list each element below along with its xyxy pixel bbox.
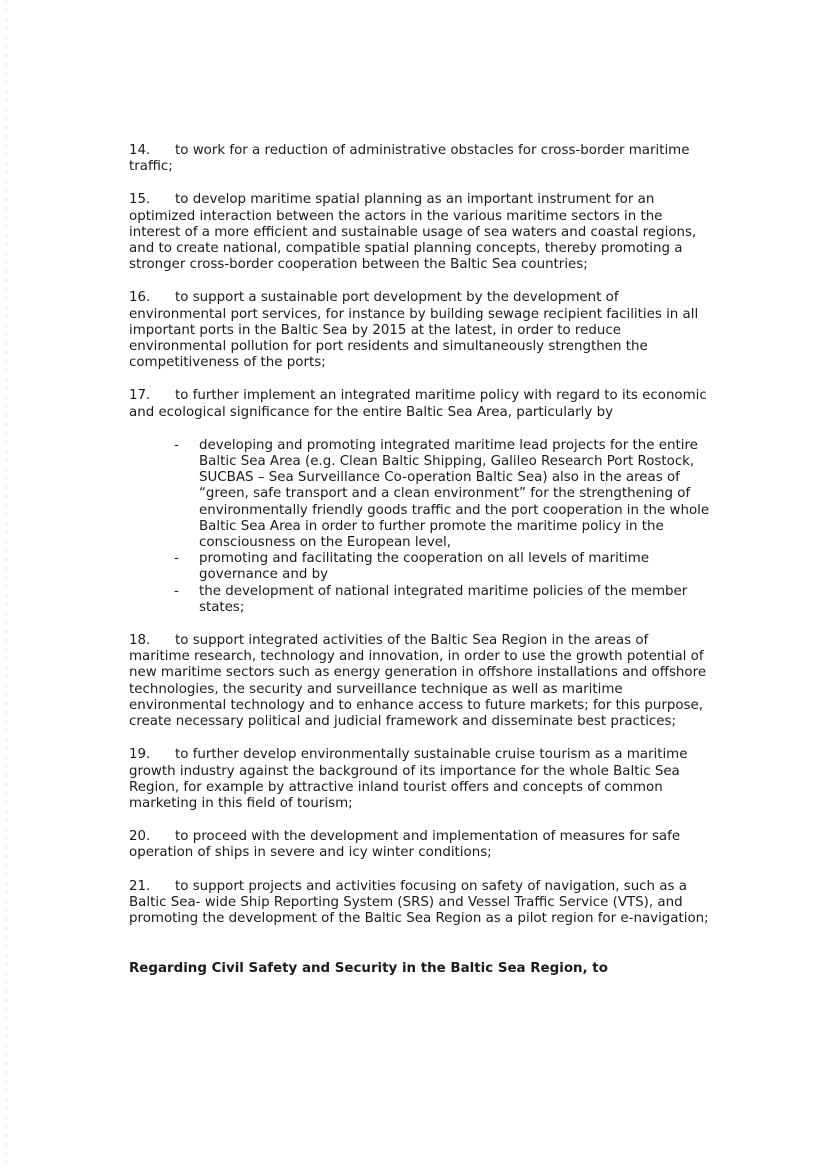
bullet-item bbox=[174, 584, 713, 616]
item-text: to develop maritime spatial planning as an important instrument for an optimized interaction between the actors in the various maritime sectors in the interest of a more efficient and sustainable usage of sea waters and coastal regions, and to create national, compatible spatial planning concepts, thereby promoting a stronger cross-border cooperation between the Baltic Sea countries; bbox=[129, 192, 697, 273]
item-16 bbox=[129, 290, 713, 371]
bullet-text: the development of national integrated maritime policies of the member states; bbox=[199, 583, 688, 615]
item-15 bbox=[129, 192, 713, 273]
scan-edge bbox=[6, 0, 7, 1168]
item-number: 19. bbox=[129, 747, 151, 763]
item-text: to proceed with the development and implementation of measures for safe operation of ships in severe and icy winter conditions; bbox=[129, 829, 681, 861]
item-text: to further develop environmentally sustainable cruise tourism as a maritime growth industry against the background of its importance for the whole Baltic Sea Region, for example by attractive inland tourist offers and concepts of common marketing in this field of tourism; bbox=[129, 747, 688, 811]
item-text: to support projects and activities focusing on safety of navigation, such as a Baltic Sea- wide Ship Reporting System (SRS) and Vessel Traffic Service (VTS), and promoting the development of the Baltic Sea Region as a pilot region for e-navigation; bbox=[129, 878, 709, 926]
item-number: 16. bbox=[129, 290, 151, 306]
bullet-item bbox=[174, 438, 713, 551]
item-text: to support integrated activities of the Baltic Sea Region in the areas of maritime research, technology and innovation, in order to use the growth potential of new maritime sectors such as energy generation in offshore installations and offshore technologies, the security and surveillance technique as well as maritime environmental technology and to enhance access to future markets; for this purpose, create necessary political and judicial framework and disseminate best practices; bbox=[129, 633, 707, 730]
bullet-text: promoting and facilitating the cooperation on all levels of maritime governance and by bbox=[199, 551, 650, 583]
item-number: 20. bbox=[129, 829, 151, 845]
item-number: 17. bbox=[129, 388, 151, 404]
item-20 bbox=[129, 829, 713, 861]
section-heading: Regarding Civil Safety and Security in the Baltic Sea Region, to bbox=[129, 961, 608, 977]
item-17-bullet-list bbox=[129, 438, 713, 616]
item-19 bbox=[129, 747, 713, 812]
item-number: 21. bbox=[129, 878, 151, 894]
item-number: 18. bbox=[129, 633, 151, 649]
bullet-dash: - bbox=[174, 551, 179, 567]
bullet-text: developing and promoting integrated maritime lead projects for the entire Baltic Sea Area (e.g. Clean Baltic Shipping, Galileo Research Port Rostock, SUCBAS – Sea Surveillance Co-operation Baltic Sea) also in the areas of “green, safe transport and a clean environment” for the strengthening of environmentally friendly goods traffic and the port cooperation in the whole Baltic Sea Area in order to further promote the maritime policy in the consciousness on the European level, bbox=[199, 437, 710, 551]
bullet-item bbox=[174, 551, 713, 583]
item-18 bbox=[129, 633, 713, 730]
bullet-dash: - bbox=[174, 583, 179, 599]
item-number: 15. bbox=[129, 192, 151, 208]
item-text: to further implement an integrated maritime policy with regard to its economic and ecological significance for the entire Baltic Sea Area, particularly by bbox=[129, 388, 707, 420]
bullet-dash: - bbox=[174, 437, 179, 453]
document-page bbox=[129, 143, 713, 994]
item-text: to work for a reduction of administrative obstacles for cross-border maritime traffic; bbox=[129, 143, 690, 175]
item-14 bbox=[129, 143, 713, 175]
item-21 bbox=[129, 879, 713, 928]
item-number: 14. bbox=[129, 143, 151, 158]
item-text: to support a sustainable port development by the development of environmental port services, for instance by building sewage recipient facilities in all important ports in the Baltic Sea by 2015 at the latest, in order to reduce environmental pollution for port residents and simultaneously strengthen the competitiveness of the ports; bbox=[129, 290, 699, 371]
item-17 bbox=[129, 388, 713, 420]
